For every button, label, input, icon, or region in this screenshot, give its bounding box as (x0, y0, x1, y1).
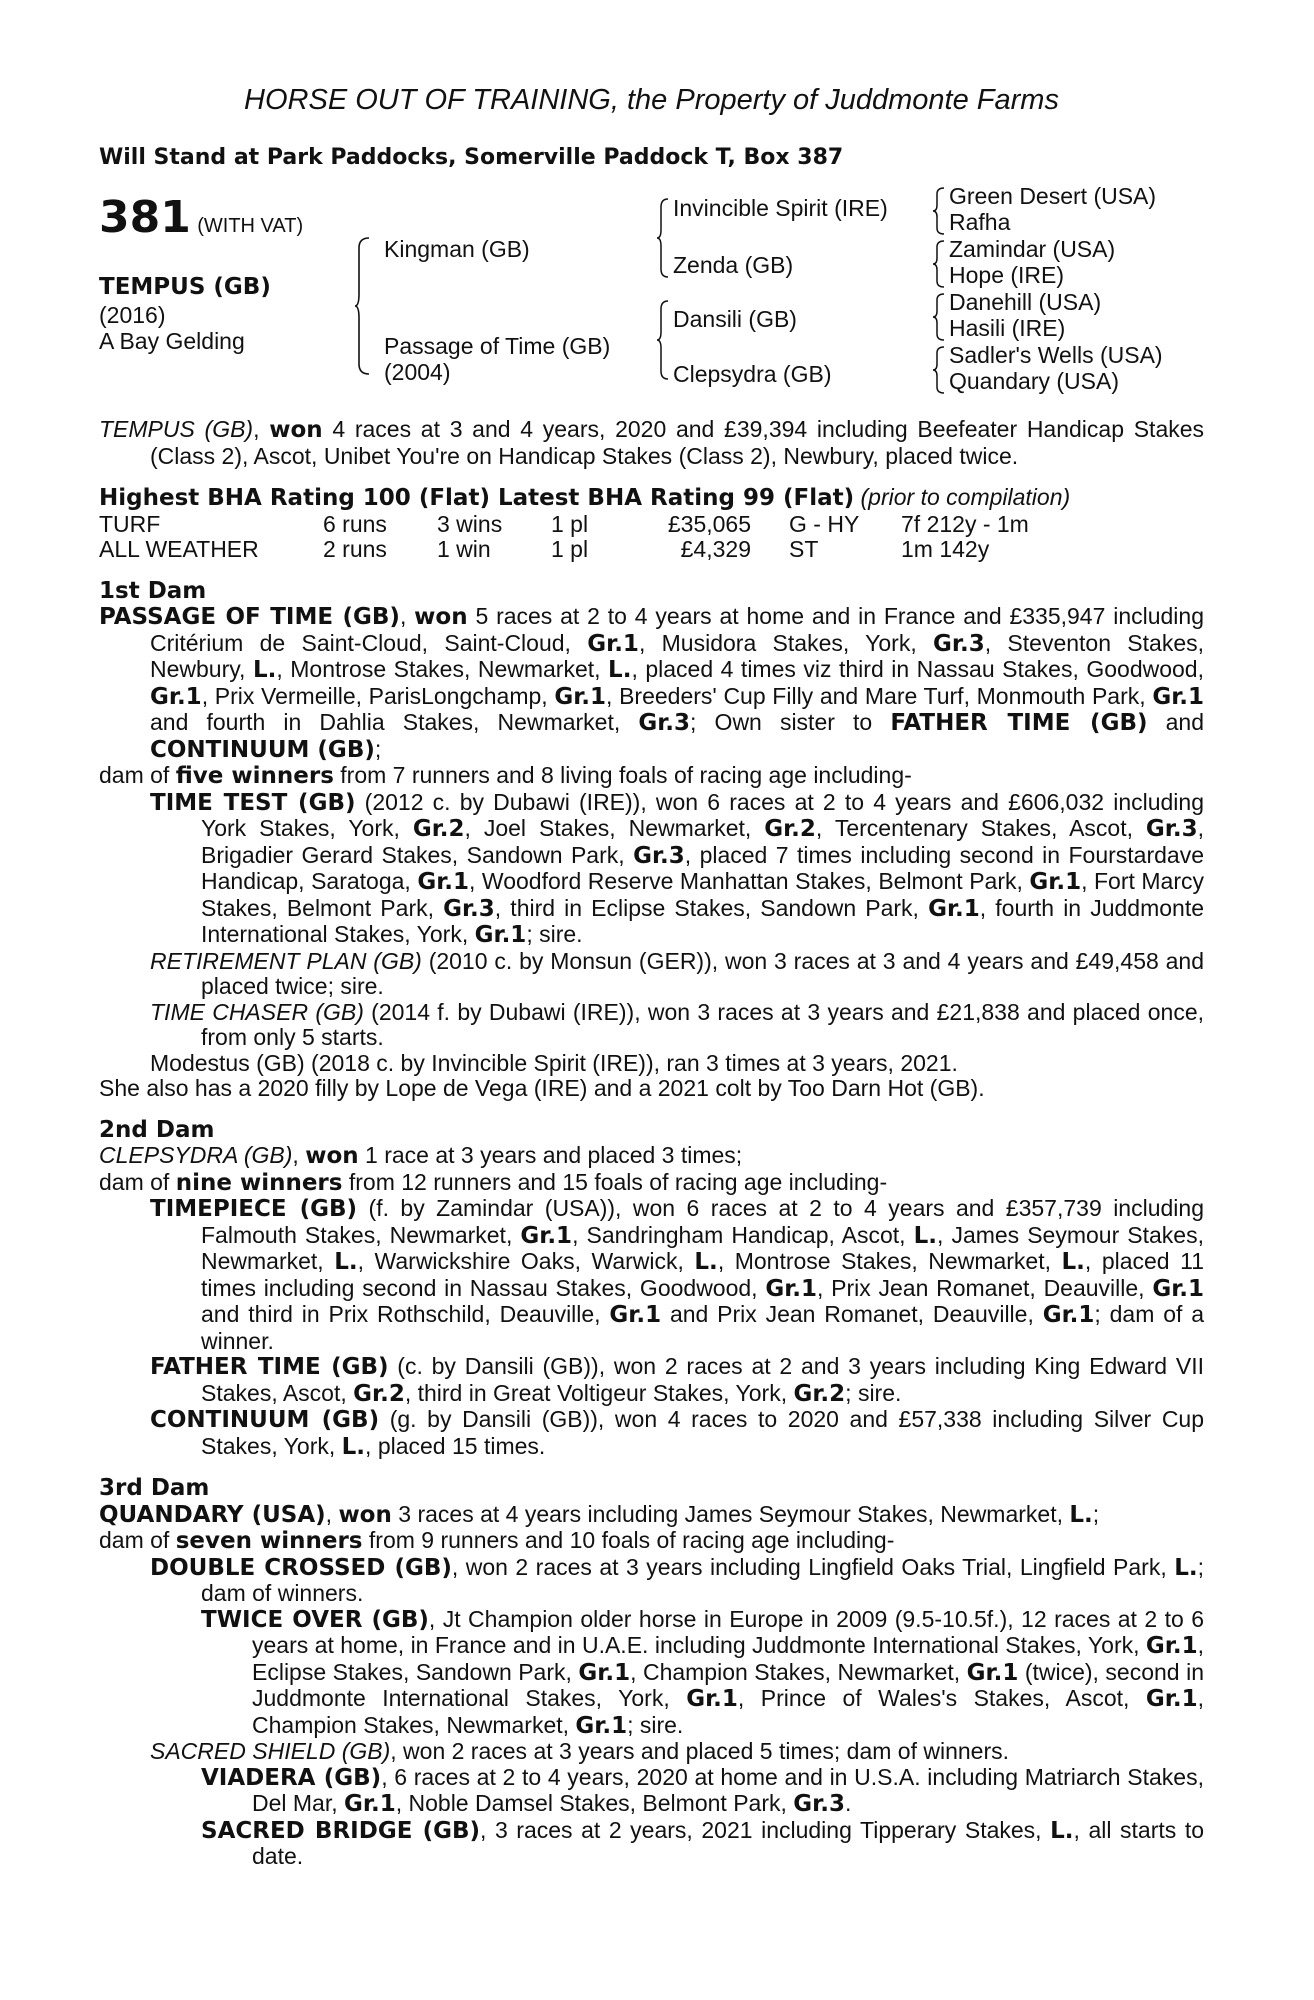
sire-dam-brace (355, 236, 371, 376)
dam-line-brace (657, 299, 669, 381)
table-row: TURF 6 runs 3 wins 1 pl £35,065 G - HY 7f 212y - 1m (99, 510, 1029, 537)
dam3-grandoffspring-twice-over: TWICE OVER (GB), Jt Champion older horse in Europe in 2009 (9.5-10.5f.), 12 races at 2 to 6 years at home, in France and in U.A.E. including Juddmonte International Stakes, York, Gr.1, Eclipse Stakes, Sandown Park, Gr.1, Champion Stakes, Newmarket, Gr.1 (twice), second in Juddmonte International Stakes, York, Gr.1, Prince of Wales's Stakes, Ascot, Gr.1, Champion Stakes, Newmarket, Gr.1; sire. (201, 1605, 1204, 1739)
lot-number: 381 (99, 192, 191, 243)
dam2-offspring-father-time: FATHER TIME (GB) (c. by Dansili (GB)), won 2 races at 2 and 3 years including King Edward VII Stakes, Ascot, Gr.2, third in Great Voltigeur Stakes, York, Gr.2; sire. (150, 1353, 1204, 1407)
section-heading-1st-dam: 1st Dam (99, 577, 207, 604)
dam2-dam-of: dam of nine winners from 12 runners and 15 foals of racing age including- (99, 1168, 888, 1196)
gen3-sds: Zamindar (USA) (949, 236, 1116, 262)
dam1-dam-of: dam of five winners from 7 runners and 8 living foals of racing age including- (99, 762, 912, 789)
section-heading-3rd-dam: 3rd Dam (99, 1475, 210, 1501)
gen3-sss: Green Desert (USA) (949, 183, 1157, 209)
stand-location: Will Stand at Park Paddocks, Somerville Paddock T, Box 387 (99, 145, 844, 170)
gen3-dss: Danehill (USA) (949, 289, 1102, 315)
gen3-ssd: Rafha (949, 209, 1011, 235)
gen3-dds: Sadler's Wells (USA) (949, 342, 1163, 368)
catalogue-body (99, 417, 1204, 1870)
dam2-record: CLEPSYDRA (GB), won 1 race at 3 years and placed 3 times; (99, 1142, 743, 1169)
brace-gen3-4 (933, 345, 945, 395)
section-heading-2nd-dam: 2nd Dam (99, 1116, 215, 1143)
horse-year: (2016) (99, 302, 166, 328)
vat-note: (WITH VAT) (197, 215, 304, 237)
dam-year: (2004) (384, 359, 451, 385)
dam3-offspring-sacred-shield: SACRED SHIELD (GB), won 2 races at 3 years and placed 5 times; dam of winners. (150, 1738, 1010, 1764)
lot-number-line (99, 192, 303, 243)
rating-heading: Highest BHA Rating 100 (Flat) Latest BHA Rating 99 (Flat) (prior to compilation) (99, 484, 1071, 511)
dam2-offspring-timepiece: TIMEPIECE (GB) (f. by Zamindar (USA)), won 6 races at 2 to 4 years and £357,739 including Falmouth Stakes, Newmarket, Gr.1, Sandringham Handicap, Ascot, L., James Seymour Stakes, Newmarket, L., Warwickshire Oaks, Warwick, L., Montrose Stakes, Newmarket, L., placed 11 times including second in Nassau Stakes, Goodwood, Gr.1, Prix Jean Romanet, Deauville, Gr.1 and third in Prix Rothschild, Deauville, Gr.1 and Prix Jean Romanet, Deauville, Gr.1; dam of a winner. (150, 1195, 1205, 1354)
brace-gen3-2 (933, 239, 945, 289)
gen3-dsd: Hasili (IRE) (949, 315, 1066, 341)
dam1-offspring-time-chaser: TIME CHASER (GB) (2014 f. by Dubawi (IRE)), won 3 races at 3 years and £21,838 and placed once, from only 5 starts. (150, 998, 1204, 1050)
dam3-grandoffspring-sacred-bridge: SACRED BRIDGE (GB), 3 races at 2 years, 2021 including Tipperary Stakes, L., all starts to date. (201, 1816, 1205, 1869)
dam-dam: Clepsydra (GB) (673, 361, 832, 387)
dam-sire: Dansili (GB) (673, 306, 797, 332)
dam1-also-note: She also has a 2020 filly by Lope de Vega (IRE) and a 2021 colt by Too Darn Hot (GB). (99, 1075, 985, 1101)
dam2-offspring-continuum: CONTINUUM (GB) (g. by Dansili (GB)), won 4 races to 2020 and £57,338 including Silver Cup Stakes, York, L., placed 15 times. (150, 1406, 1205, 1460)
dam1-offspring-time-test: TIME TEST (GB) (2012 c. by Dubawi (IRE)), won 6 races at 2 to 4 years and £606,032 including York Stakes, York, Gr.2, Joel Stakes, Newmarket, Gr.2, Tercentenary Stakes, Ascot, Gr.3, Brigadier Gerard Stakes, Sandown Park, Gr.3, placed 7 times including second in Fourstardave Handicap, Saratoga, Gr.1, Woodford Reserve Manhattan Stakes, Belmont Park, Gr.1, Fort Marcy Stakes, Belmont Park, Gr.3, third in Eclipse Stakes, Sandown Park, Gr.1, fourth in Juddmonte International Stakes, York, Gr.1; sire. (150, 788, 1205, 948)
dam3-record: QUANDARY (USA), won 3 races at 4 years including James Seymour Stakes, Newmarket, L.; (99, 1500, 1100, 1528)
gen3-sdd: Hope (IRE) (949, 262, 1065, 288)
dam1-offspring-modestus: Modestus (GB) (2018 c. by Invincible Spirit (IRE)), ran 3 times at 3 years, 2021. (150, 1049, 958, 1076)
gen3-ddd: Quandary (USA) (949, 368, 1120, 394)
dam1-offspring-retirement-plan: RETIREMENT PLAN (GB) (2010 c. by Monsun (GER)), won 3 races at 3 and 4 years and £49,458 and placed twice; sire. (150, 947, 1204, 999)
dam: Passage of Time (GB) (384, 333, 611, 359)
horse-description: A Bay Gelding (99, 328, 245, 354)
page-header: HORSE OUT OF TRAINING, the Property of Juddmonte Farms (244, 84, 1059, 116)
catalogue-page (99, 84, 1204, 1870)
horse-name: TEMPUS (GB) (99, 274, 271, 300)
sire: Kingman (GB) (384, 236, 530, 262)
dam3-grandoffspring-viadera: VIADERA (GB), 6 races at 2 to 4 years, 2020 at home and in U.S.A. including Matriarch Stakes, Del Mar, Gr.1, Noble Damsel Stakes, Belmont Park, Gr.3. (201, 1763, 1204, 1817)
dam3-dam-of: dam of seven winners from 9 runners and 10 foals of racing age including- (99, 1527, 895, 1554)
race-summary: TEMPUS (GB), won 4 races at 3 and 4 years, 2020 and £39,394 including Beefeater Handicap Stakes (Class 2), Ascot, Unibet You're on Handicap Stakes (Class 2), Newbury, placed twice. (99, 416, 1205, 469)
sire-line-brace (657, 197, 669, 279)
sire-sire: Invincible Spirit (IRE) (673, 195, 888, 221)
race-record-table (99, 512, 1029, 563)
pedigree-block (99, 183, 1204, 417)
dam1-record: PASSAGE OF TIME (GB), won 5 races at 2 to 4 years at home and in France and £335,947 including Critérium de Saint-Cloud, Saint-Cloud, Gr.1, Musidora Stakes, York, Gr.3, Steventon Stakes, Newbury, L., Montrose Stakes, Newmarket, L., placed 4 times viz third in Nassau Stakes, Goodwood, Gr.1, Prix Vermeille, ParisLongchamp, Gr.1, Breeders' Cup Filly and Mare Turf, Monmouth Park, Gr.1 and fourth in Dahlia Stakes, Newmarket, Gr.3; Own sister to FATHER TIME (GB) and CONTINUUM (GB); (99, 603, 1205, 763)
table-row: ALL WEATHER 2 runs 1 win 1 pl £4,329 ST 1m 142y (99, 536, 990, 562)
dam3-offspring-double-crossed: DOUBLE CROSSED (GB), won 2 races at 3 years including Lingfield Oaks Trial, Lingfield Park, L.; dam of winners. (150, 1553, 1204, 1606)
sire-dam: Zenda (GB) (673, 252, 794, 278)
brace-gen3-3 (933, 292, 945, 342)
brace-gen3-1 (933, 186, 945, 236)
